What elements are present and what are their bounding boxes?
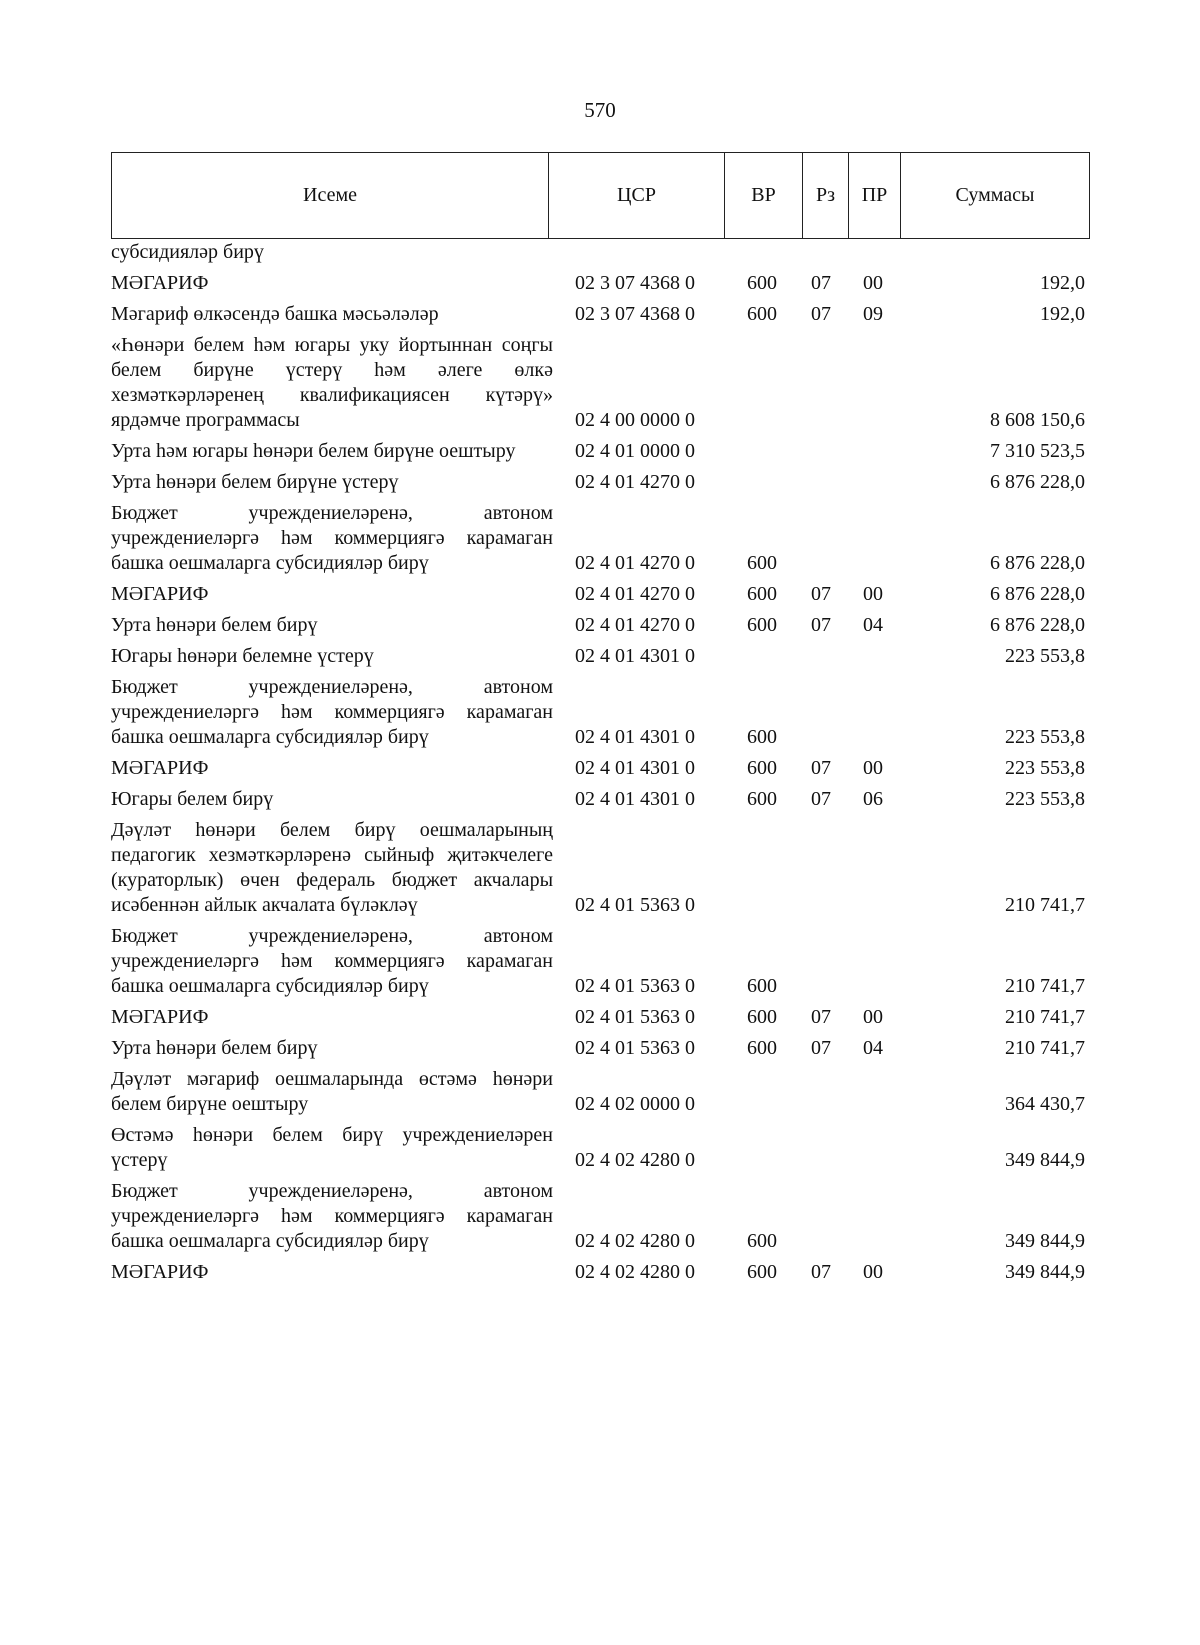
row-name: МӘГАРИФ <box>111 583 209 605</box>
table-row <box>111 924 1111 999</box>
row-name: Мәгариф өлкәсендә башка мәсьәләләр <box>111 303 439 325</box>
row-vr: 600 <box>747 757 777 779</box>
row-name: Бюджет учреждениеләренә, автоном учреждениеләргә һәм коммерциягә карамаган башка оешмаларга субсидияләр бирү <box>111 925 553 997</box>
table-row <box>111 1067 1111 1117</box>
row-rz: 07 <box>811 1261 831 1283</box>
row-vr: 600 <box>747 975 777 997</box>
row-pr: 00 <box>863 583 883 605</box>
row-csr: 02 4 00 0000 0 <box>575 409 695 431</box>
row-csr: 02 4 02 4280 0 <box>575 1230 695 1252</box>
row-csr: 02 4 01 5363 0 <box>575 1006 695 1028</box>
row-csr: 02 4 02 0000 0 <box>575 1093 695 1115</box>
row-sum: 192,0 <box>1040 272 1085 294</box>
row-csr: 02 4 02 4280 0 <box>575 1149 695 1171</box>
table-row <box>111 1036 1111 1061</box>
row-csr: 02 4 01 4301 0 <box>575 788 695 810</box>
row-name: МӘГАРИФ <box>111 1006 209 1028</box>
row-name: Югары һөнәри белемне үстерү <box>111 645 374 667</box>
table-row <box>111 470 1111 495</box>
table-row <box>111 302 1111 327</box>
row-name: Югары белем бирү <box>111 788 274 810</box>
row-vr: 600 <box>747 303 777 325</box>
table-row <box>111 787 1111 812</box>
row-name: МӘГАРИФ <box>111 272 209 294</box>
row-vr: 600 <box>747 583 777 605</box>
row-name: Бюджет учреждениеләренә, автоном учреждениеләргә һәм коммерциягә карамаган башка оешмаларга субсидияләр бирү <box>111 676 553 748</box>
row-pr: 00 <box>863 1261 883 1283</box>
row-csr: 02 4 01 4270 0 <box>575 583 695 605</box>
header-rz: Рз <box>803 153 849 239</box>
row-name: Бюджет учреждениеләренә, автоном учреждениеләргә һәм коммерциягә карамаган башка оешмаларга субсидияләр бирү <box>111 502 553 574</box>
row-rz: 07 <box>811 272 831 294</box>
row-name: Өстәмә һөнәри белем бирү учреждениеләрен үстерү <box>111 1124 553 1171</box>
header-csr: ЦСР <box>549 153 725 239</box>
row-csr: 02 4 01 0000 0 <box>575 440 695 462</box>
row-sum: 6 876 228,0 <box>990 583 1085 605</box>
header-pr: ПР <box>849 153 901 239</box>
row-sum: 210 741,7 <box>1005 894 1085 916</box>
row-name: МӘГАРИФ <box>111 757 209 779</box>
row-rz: 07 <box>811 614 831 636</box>
row-csr: 02 4 01 4270 0 <box>575 471 695 493</box>
row-csr: 02 4 01 5363 0 <box>575 975 695 997</box>
table-row <box>111 333 1111 433</box>
row-name: «Һөнәри белем һәм югары уку йортыннан соңгы белем бирүне үстерү һәм әлеге өлкә хезмәткәрләренең квалификациясен күтәрү» ярдәмче программасы <box>111 334 553 431</box>
table-row <box>111 675 1111 750</box>
table-row <box>111 1123 1111 1173</box>
table-row <box>111 756 1111 781</box>
row-vr: 600 <box>747 1230 777 1252</box>
row-sum: 8 608 150,6 <box>990 409 1085 431</box>
row-sum: 223 553,8 <box>1005 726 1085 748</box>
row-sum: 223 553,8 <box>1005 757 1085 779</box>
row-name: субсидияләр бирү <box>111 241 264 263</box>
row-pr: 00 <box>863 1006 883 1028</box>
table-row <box>111 1179 1111 1254</box>
header-vr: ВР <box>725 153 803 239</box>
table-row <box>111 240 1111 265</box>
row-vr: 600 <box>747 1261 777 1283</box>
row-vr: 600 <box>747 1037 777 1059</box>
table-row <box>111 271 1111 296</box>
row-sum: 192,0 <box>1040 303 1085 325</box>
row-csr: 02 4 01 4270 0 <box>575 614 695 636</box>
row-name: Урта һөнәри белем бирү <box>111 1037 318 1059</box>
page-number: 570 <box>584 98 616 122</box>
row-sum: 364 430,7 <box>1005 1093 1085 1115</box>
header-row <box>112 153 1090 239</box>
header-name: Исеме <box>112 153 549 239</box>
row-name: Урта һәм югары һөнәри белем бирүне оештыру <box>111 440 516 462</box>
row-vr: 600 <box>747 552 777 574</box>
row-csr: 02 4 01 4270 0 <box>575 552 695 574</box>
row-sum: 349 844,9 <box>1005 1230 1085 1252</box>
row-pr: 00 <box>863 272 883 294</box>
row-pr: 00 <box>863 757 883 779</box>
budget-table-body <box>111 240 1111 1291</box>
row-sum: 210 741,7 <box>1005 1037 1085 1059</box>
table-row <box>111 644 1111 669</box>
row-vr: 600 <box>747 788 777 810</box>
table-row <box>111 439 1111 464</box>
row-rz: 07 <box>811 1006 831 1028</box>
row-vr: 600 <box>747 726 777 748</box>
table-row <box>111 1005 1111 1030</box>
row-csr: 02 3 07 4368 0 <box>575 303 695 325</box>
row-sum: 6 876 228,0 <box>990 471 1085 493</box>
row-rz: 07 <box>811 303 831 325</box>
row-csr: 02 4 02 4280 0 <box>575 1261 695 1283</box>
budget-table-header <box>111 152 1090 239</box>
table-row <box>111 613 1111 638</box>
row-rz: 07 <box>811 788 831 810</box>
row-pr: 09 <box>863 303 883 325</box>
table-row <box>111 818 1111 918</box>
row-rz: 07 <box>811 1037 831 1059</box>
row-sum: 7 310 523,5 <box>990 440 1085 462</box>
row-csr: 02 4 01 4301 0 <box>575 645 695 667</box>
row-name: Урта һөнәри белем бирүне үстерү <box>111 471 399 493</box>
row-name: Бюджет учреждениеләренә, автоном учреждениеләргә һәм коммерциягә карамаган башка оешмаларга субсидияләр бирү <box>111 1180 553 1252</box>
row-csr: 02 4 01 4301 0 <box>575 726 695 748</box>
row-vr: 600 <box>747 614 777 636</box>
row-sum: 210 741,7 <box>1005 1006 1085 1028</box>
row-vr: 600 <box>747 1006 777 1028</box>
row-sum: 349 844,9 <box>1005 1261 1085 1283</box>
row-csr: 02 4 01 5363 0 <box>575 1037 695 1059</box>
row-sum: 6 876 228,0 <box>990 552 1085 574</box>
row-sum: 210 741,7 <box>1005 975 1085 997</box>
table-row <box>111 501 1111 576</box>
table-row <box>111 1260 1111 1285</box>
row-name: Дәүләт һөнәри белем бирү оешмаларының педагогик хезмәткәрләренә сыйныф җитәкчелеге (кураторлык) өчен федераль бюджет акчалары исәбеннән айлык акчалата бүләкләү <box>111 819 553 916</box>
row-name: Дәүләт мәгариф оешмаларында өстәмә һөнәри белем бирүне оештыру <box>111 1068 553 1115</box>
row-csr: 02 4 01 4301 0 <box>575 757 695 779</box>
row-pr: 06 <box>863 788 883 810</box>
row-pr: 04 <box>863 614 883 636</box>
row-rz: 07 <box>811 583 831 605</box>
row-sum: 223 553,8 <box>1005 645 1085 667</box>
row-csr: 02 3 07 4368 0 <box>575 272 695 294</box>
row-vr: 600 <box>747 272 777 294</box>
row-pr: 04 <box>863 1037 883 1059</box>
header-sum: Суммасы <box>901 153 1090 239</box>
row-rz: 07 <box>811 757 831 779</box>
row-sum: 6 876 228,0 <box>990 614 1085 636</box>
row-name: Урта һөнәри белем бирү <box>111 614 318 636</box>
row-name: МӘГАРИФ <box>111 1261 209 1283</box>
row-sum: 223 553,8 <box>1005 788 1085 810</box>
row-csr: 02 4 01 5363 0 <box>575 894 695 916</box>
row-sum: 349 844,9 <box>1005 1149 1085 1171</box>
table-row <box>111 582 1111 607</box>
